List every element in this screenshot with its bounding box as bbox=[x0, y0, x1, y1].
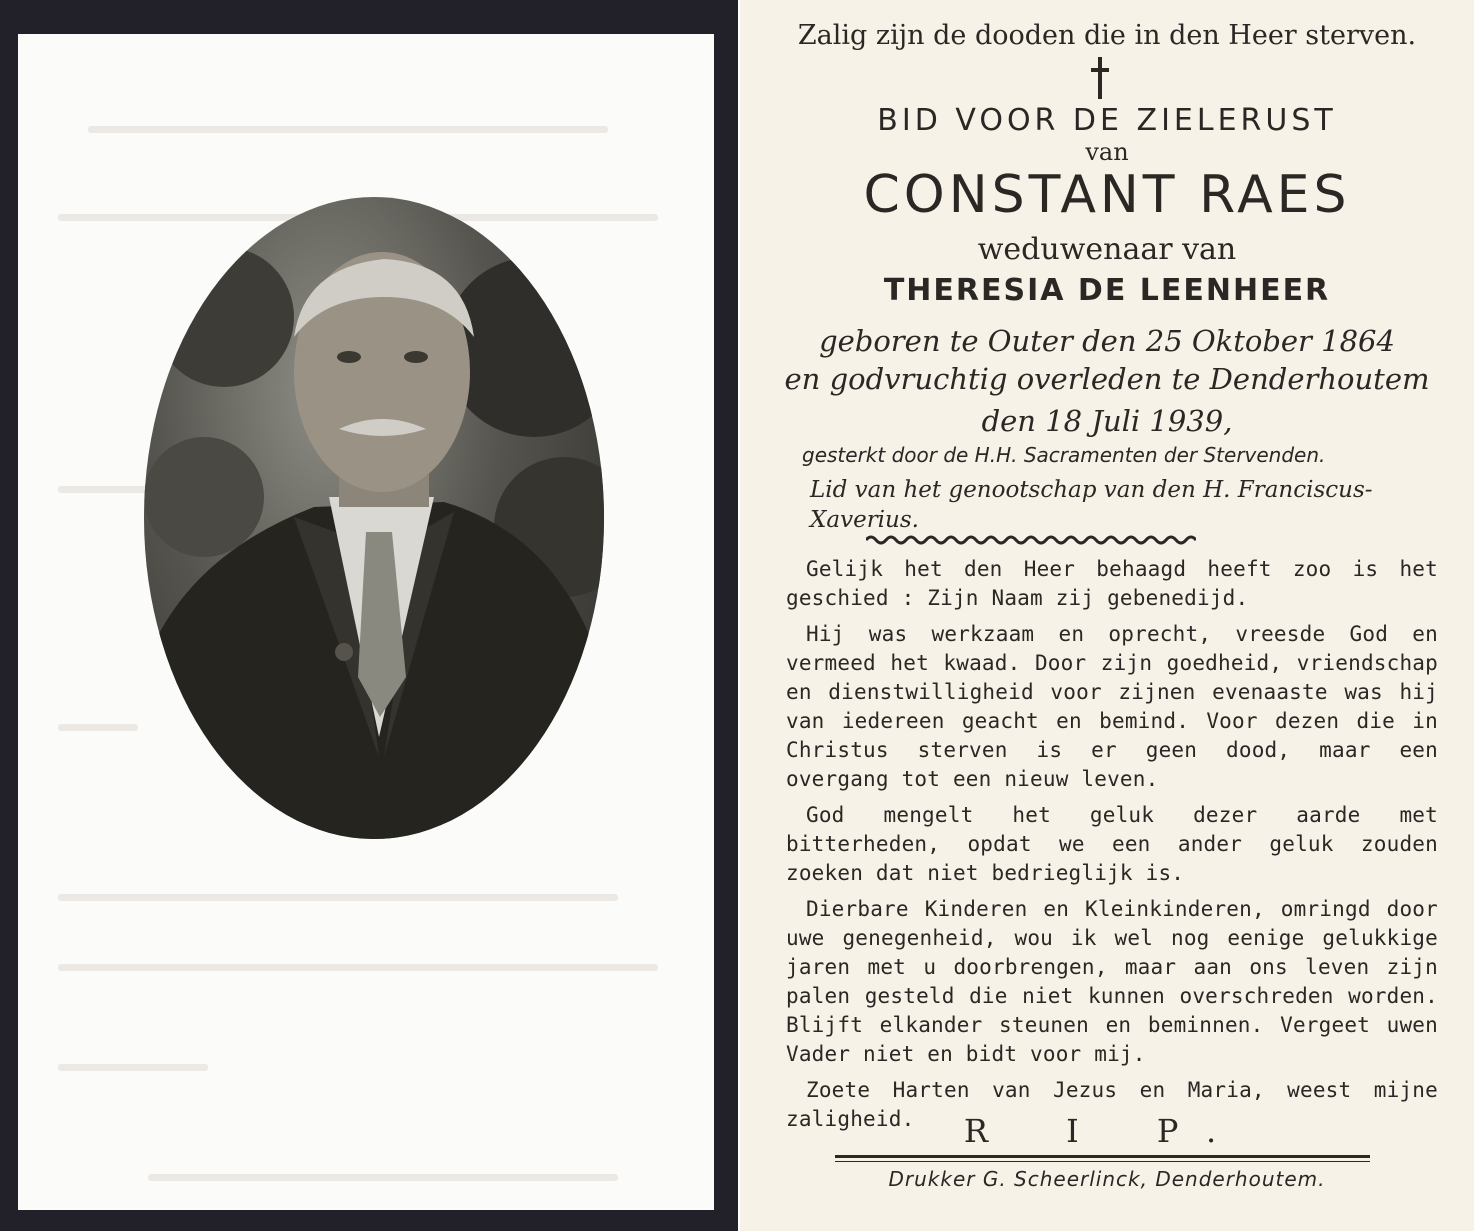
rule bbox=[835, 1155, 1370, 1158]
show-through-line bbox=[58, 1064, 208, 1071]
membership-line: Lid van het genootschap van den H. Franciscus-Xaverius. bbox=[810, 477, 1373, 533]
paragraph: God mengelt het geluk dezer aarde met bitterheden, opdat we een ander geluk zouden zoeken dat niet bedrieglijk is. bbox=[786, 803, 1438, 885]
spouse-name: THERESIA DE LEENHEER bbox=[883, 273, 1331, 308]
printer-credit: Drukker G. Scheerlinck, Denderhoutem. bbox=[888, 1167, 1326, 1191]
widower-label: weduwenaar van bbox=[977, 232, 1237, 267]
birth-line: geboren te Outer den 25 Oktober 1864 bbox=[819, 324, 1395, 358]
paragraph: Gelijk het den Heer behaagd heeft zoo is het geschied : Zijn Naam zij gebenedijd. bbox=[786, 557, 1438, 610]
memorial-text bbox=[786, 555, 1438, 1141]
show-through-line bbox=[148, 1174, 618, 1181]
rip-text: R I P. bbox=[963, 1112, 1251, 1150]
wavy-divider bbox=[866, 534, 1196, 546]
van-label: van bbox=[1085, 138, 1129, 166]
prayer-heading: BID VOOR DE ZIELERUST bbox=[877, 103, 1337, 138]
paragraph: Hij was werkzaam en oprecht, vreesde God en vermeed het kwaad. Door zijn goedheid, vriendschap en dienstwilligheid voor zijnen evenaaste was hij van iedereen geacht en bemind. Voor dezen die in Christus sterven is er geen dood, maar een overgang tot een nieuw leven. bbox=[786, 622, 1438, 791]
sacraments-line: gesterkt door de H.H. Sacramenten der Stervenden. bbox=[802, 443, 1326, 467]
paragraph: Zoete Harten van Jezus en Maria, weest mijne zaligheid. bbox=[786, 1078, 1438, 1131]
text-card bbox=[740, 0, 1474, 1231]
cross-icon bbox=[1090, 57, 1110, 99]
death-date: den 18 Juli 1939, bbox=[981, 404, 1233, 438]
show-through-line bbox=[88, 126, 608, 133]
show-through-line bbox=[58, 486, 148, 493]
portrait-photo bbox=[144, 197, 604, 839]
death-line: en godvruchtig overleden te Denderhoutem bbox=[784, 362, 1430, 396]
show-through-line bbox=[58, 964, 658, 971]
deceased-name: CONSTANT RAES bbox=[863, 165, 1351, 225]
photo-card-inner bbox=[18, 34, 714, 1210]
portrait-illustration bbox=[144, 197, 604, 839]
paragraph: Dierbare Kinderen en Kleinkinderen, omringd door uwe genegenheid, wou ik wel nog eenige gelukkige jaren met u doorbrengen, maar aan ons leven zijn palen gesteld die niet kunnen overschreden worden. Blijft elkander steunen en beminnen. Vergeet uwen Vader niet en bidt voor mij. bbox=[786, 897, 1438, 1066]
show-through-line bbox=[58, 724, 138, 731]
rule bbox=[835, 1161, 1370, 1162]
motto: Zalig zijn de dooden die in den Heer sterven. bbox=[797, 20, 1417, 51]
show-through-line bbox=[58, 894, 618, 901]
